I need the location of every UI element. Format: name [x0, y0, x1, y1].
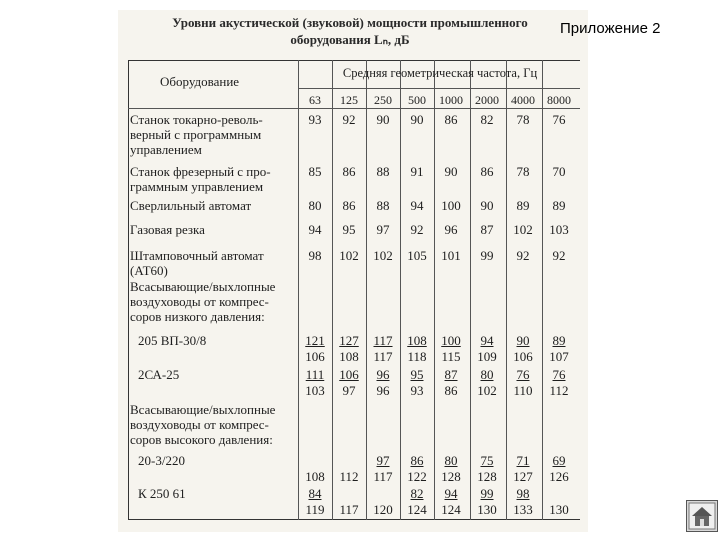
table-cell: 86: [342, 198, 356, 213]
table-cell: 88: [376, 164, 390, 179]
row-label: Штамповочный автомат (АТ60): [130, 248, 264, 278]
row-label: 205 ВП-30/8: [138, 333, 207, 348]
table-cell-denominator: 86: [444, 383, 458, 398]
frequency-header: 63: [309, 93, 321, 107]
table-cell-numerator: 87: [444, 367, 458, 382]
table-cell: 96: [444, 222, 458, 237]
table-cell-numerator: 127: [339, 333, 359, 348]
table-cell: 90: [480, 198, 494, 213]
row-label: К 250 61: [138, 486, 186, 501]
column-header-frequency: Средняя геометрическая частота, Гц: [342, 66, 538, 80]
table-cell-denominator: 110: [513, 383, 533, 398]
table-cell-denominator: 106: [513, 349, 533, 364]
table-cell-numerator: 121: [305, 333, 325, 348]
table-cell: 86: [480, 164, 494, 179]
table-cell: 91: [410, 164, 424, 179]
table-cell-denominator: 107: [549, 349, 569, 364]
table-cell: 92: [516, 248, 530, 263]
table-cell: 95: [342, 222, 356, 237]
table-cell: 76: [552, 112, 566, 127]
table-cell: 103: [549, 222, 569, 237]
table-cell-numerator: 84: [308, 486, 322, 501]
row-label: 2СА-25: [138, 367, 180, 382]
title-line-2: оборудования Lₙ, дБ: [290, 32, 410, 47]
table-cell-numerator: 94: [480, 333, 494, 348]
table-cell: 78: [516, 164, 530, 179]
table-cell-denominator: 97: [342, 383, 356, 398]
table-cell: 70: [552, 164, 566, 179]
table-cell-numerator: 117: [373, 333, 393, 348]
table-cell: 98: [308, 248, 322, 263]
table-cell-denominator: 109: [477, 349, 497, 364]
table-cell: 94: [410, 198, 424, 213]
table-cell-denominator: 117: [373, 349, 393, 364]
table-cell-numerator: 82: [410, 486, 424, 501]
table-cell-denominator: 117: [373, 469, 393, 484]
table-cell-denominator: 117: [339, 502, 359, 517]
table-cell: 80: [308, 198, 322, 213]
table-cell-denominator: 133: [513, 502, 533, 517]
frequency-header: 1000: [439, 93, 463, 107]
table-cell-numerator: 80: [480, 367, 494, 382]
table-cell-numerator: 75: [480, 453, 494, 468]
table-cell-numerator: 80: [444, 453, 458, 468]
table-cell: 89: [516, 198, 530, 213]
table-cell-denominator: 112: [549, 383, 569, 398]
table-cell-numerator: 76: [552, 367, 566, 382]
frequency-header: 125: [340, 93, 358, 107]
table-cell-numerator: 71: [516, 453, 530, 468]
table-cell: 82: [480, 112, 494, 127]
table-cell-numerator: 76: [516, 367, 530, 382]
table-cell: 97: [376, 222, 390, 237]
frequency-header: 250: [374, 93, 392, 107]
row-label: Станок фрезерный с про- граммным управлением: [130, 164, 271, 194]
table-cell-denominator: 124: [407, 502, 427, 517]
table-cell: 99: [480, 248, 494, 263]
table-cell: 90: [376, 112, 390, 127]
table-cell-denominator: 126: [549, 469, 569, 484]
table-cell: 105: [407, 248, 427, 263]
table-cell-numerator: 99: [480, 486, 494, 501]
table-cell: 86: [342, 164, 356, 179]
row-label: 20-3/220: [138, 453, 185, 468]
table-cell-numerator: 69: [552, 453, 566, 468]
column-header-equipment: Оборудование: [160, 74, 240, 89]
table-cell: 89: [552, 198, 566, 213]
table-cell: 102: [339, 248, 359, 263]
home-icon[interactable]: [686, 500, 718, 532]
table-cell: 100: [441, 198, 461, 213]
table-cell: 92: [552, 248, 566, 263]
table-cell-denominator: 124: [441, 502, 461, 517]
row-label: Сверлильный автомат: [130, 198, 252, 213]
table-cell-denominator: 127: [513, 469, 533, 484]
table-cell-denominator: 93: [410, 383, 424, 398]
frequency-header: 500: [408, 93, 426, 107]
table-cell-denominator: 122: [407, 469, 427, 484]
frequency-header: 8000: [547, 93, 571, 107]
table-cell-denominator: 119: [305, 502, 325, 517]
table-cell-numerator: 98: [516, 486, 530, 501]
table-cell-denominator: 120: [373, 502, 393, 517]
table-cell: 101: [441, 248, 461, 263]
table-cell-denominator: 128: [477, 469, 497, 484]
table-cell-denominator: 112: [339, 469, 359, 484]
table-cell-numerator: 90: [516, 333, 530, 348]
frequency-header: 2000: [475, 93, 499, 107]
table-cell-numerator: 95: [410, 367, 424, 382]
table-cell-denominator: 102: [477, 383, 497, 398]
table-cell-denominator: 130: [477, 502, 497, 517]
row-label: Всасывающие/выхлопные воздуховоды от компрес- соров низкого давления:: [130, 279, 276, 324]
title-line-1: Уровни акустической (звуковой) мощности промышленного: [172, 15, 528, 30]
table-cell: 88: [376, 198, 390, 213]
table-cell-denominator: 115: [441, 349, 461, 364]
table-cell: 87: [480, 222, 494, 237]
row-label: Газовая резка: [130, 222, 205, 237]
table-cell: 90: [444, 164, 458, 179]
table-cell: 93: [308, 112, 322, 127]
row-label: Всасывающие/выхлопные воздуховоды от компрес- соров высокого давления:: [130, 402, 276, 447]
table-cell-denominator: 108: [339, 349, 359, 364]
table-cell: 94: [308, 222, 322, 237]
table-cell: 85: [308, 164, 322, 179]
table-cell-denominator: 96: [376, 383, 390, 398]
table-cell: 90: [410, 112, 424, 127]
table-cell-numerator: 94: [444, 486, 458, 501]
table-cell-denominator: 128: [441, 469, 461, 484]
frequency-header: 4000: [511, 93, 535, 107]
table-cell: 78: [516, 112, 530, 127]
table-cell-numerator: 86: [410, 453, 424, 468]
appendix-label: Приложение 2: [560, 20, 661, 37]
table-cell-numerator: 89: [552, 333, 566, 348]
table-cell-numerator: 106: [339, 367, 359, 382]
table-cell-denominator: 130: [549, 502, 569, 517]
table-cell-numerator: 111: [305, 367, 325, 382]
table-cell-denominator: 106: [305, 349, 325, 364]
table-cell: 92: [342, 112, 356, 127]
table-cell-numerator: 100: [441, 333, 461, 348]
table-title: [120, 14, 580, 48]
table-cell: 102: [373, 248, 393, 263]
table-cell: 102: [513, 222, 533, 237]
table-cell-numerator: 96: [376, 367, 390, 382]
table-cell-numerator: 108: [407, 333, 427, 348]
table-cell-denominator: 118: [407, 349, 427, 364]
row-label: Станок токарно-револь- верный с программным управлением: [130, 112, 263, 157]
table-cell-denominator: 103: [305, 383, 325, 398]
table-cell: 86: [444, 112, 458, 127]
table-cell: 92: [410, 222, 424, 237]
table-cell-denominator: 108: [305, 469, 325, 484]
table-cell-numerator: 97: [376, 453, 390, 468]
